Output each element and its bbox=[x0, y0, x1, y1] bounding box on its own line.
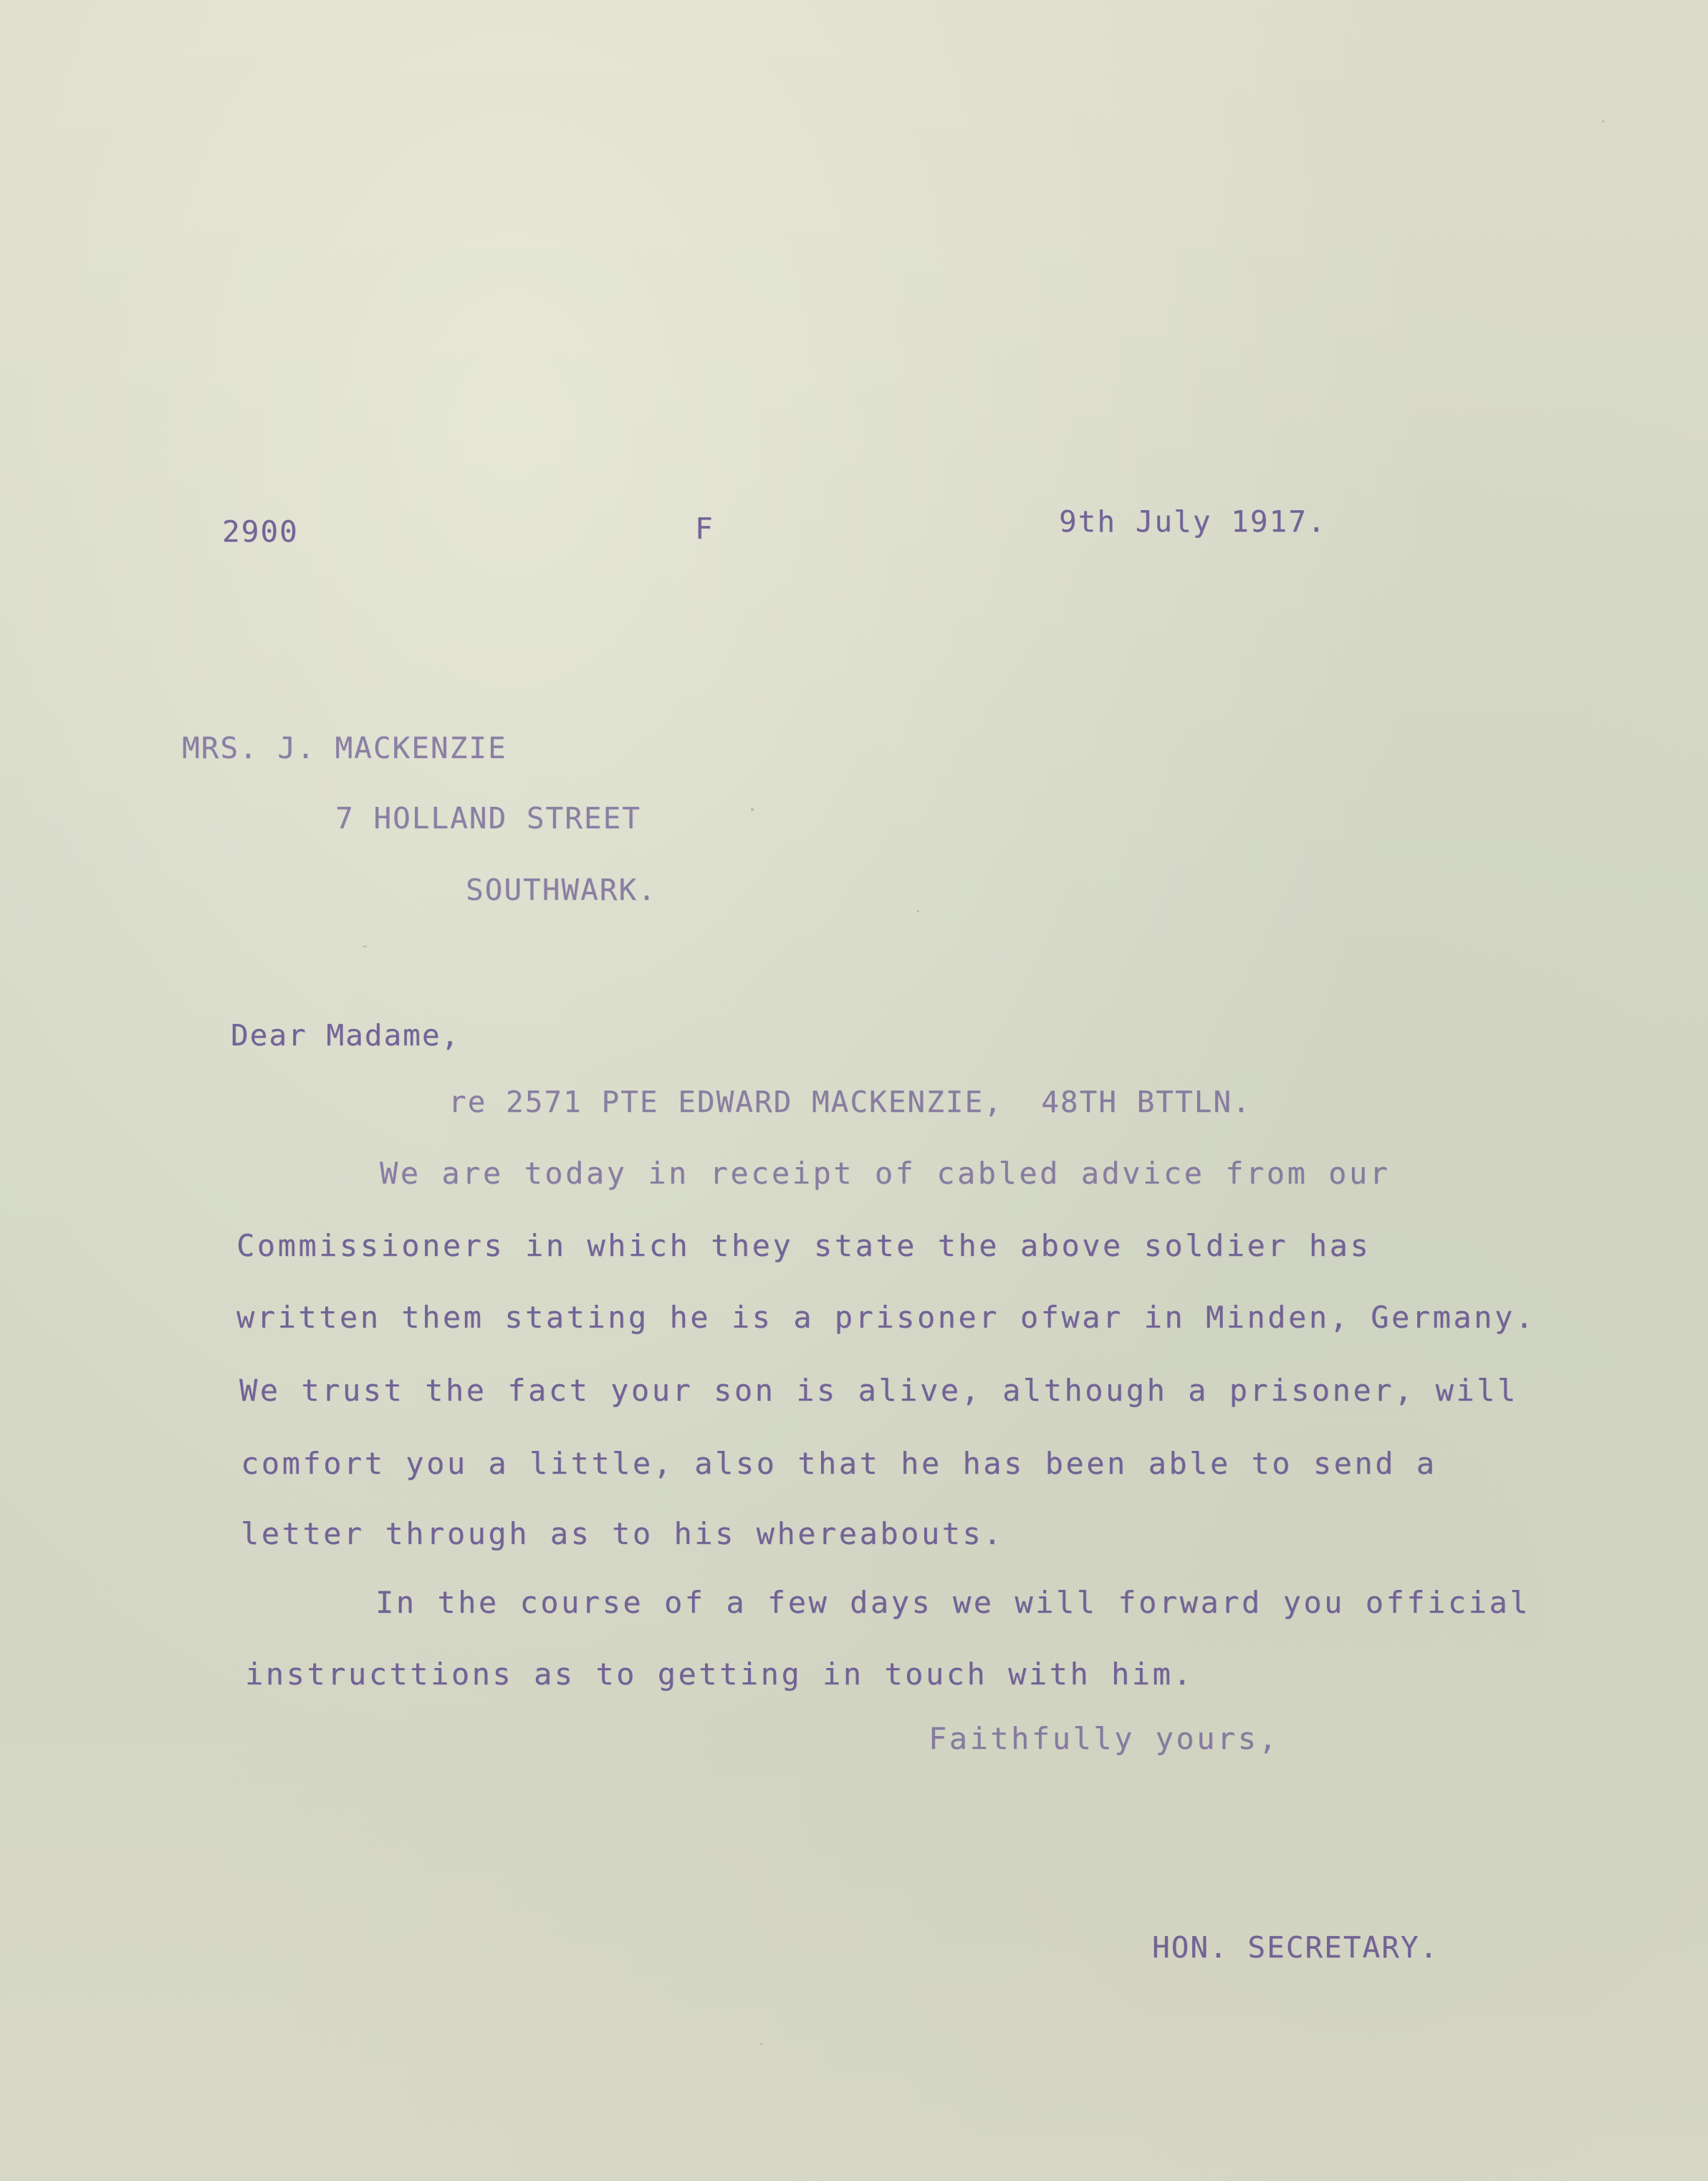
paper-speck bbox=[759, 2043, 762, 2045]
body-line-4: We trust the fact your son is alive, although a prisoner, will bbox=[239, 1373, 1518, 1408]
body-line-3: written them stating he is a prisoner ofwar in Minden, Germany. bbox=[236, 1300, 1536, 1335]
letter-code: F bbox=[695, 512, 714, 546]
paper-speck bbox=[363, 946, 367, 947]
address-line-district: SOUTHWARK. bbox=[466, 873, 657, 907]
body-line-1: We are today in receipt of cabled advice from our bbox=[380, 1156, 1391, 1191]
salutation: Dear Madame, bbox=[231, 1018, 461, 1053]
reference-number: 2900 bbox=[222, 514, 299, 549]
body-line-7: In the course of a few days we will forward you official bbox=[375, 1585, 1531, 1620]
body-line-2: Commissioners in which they state the above soldier has bbox=[236, 1228, 1371, 1263]
paper-speck bbox=[917, 910, 919, 912]
closing: Faithfully yours, bbox=[929, 1721, 1280, 1756]
subject-line: re 2571 PTE EDWARD MACKENZIE, 48TH BTTLN. bbox=[448, 1085, 1252, 1119]
letter-date: 9th July 1917. bbox=[1059, 504, 1327, 539]
paper-speck bbox=[1602, 120, 1604, 123]
address-line-street: 7 HOLLAND STREET bbox=[335, 801, 641, 835]
signature-title: HON. SECRETARY. bbox=[1152, 1930, 1439, 1965]
body-line-8: instructtions as to getting in touch with him. bbox=[245, 1657, 1194, 1692]
paper-speck bbox=[751, 808, 754, 811]
body-line-6: letter through as to his whereabouts. bbox=[241, 1516, 1004, 1551]
address-line-name: MRS. J. MACKENZIE bbox=[182, 731, 507, 765]
body-line-5: comfort you a little, also that he has been able to send a bbox=[241, 1446, 1437, 1481]
